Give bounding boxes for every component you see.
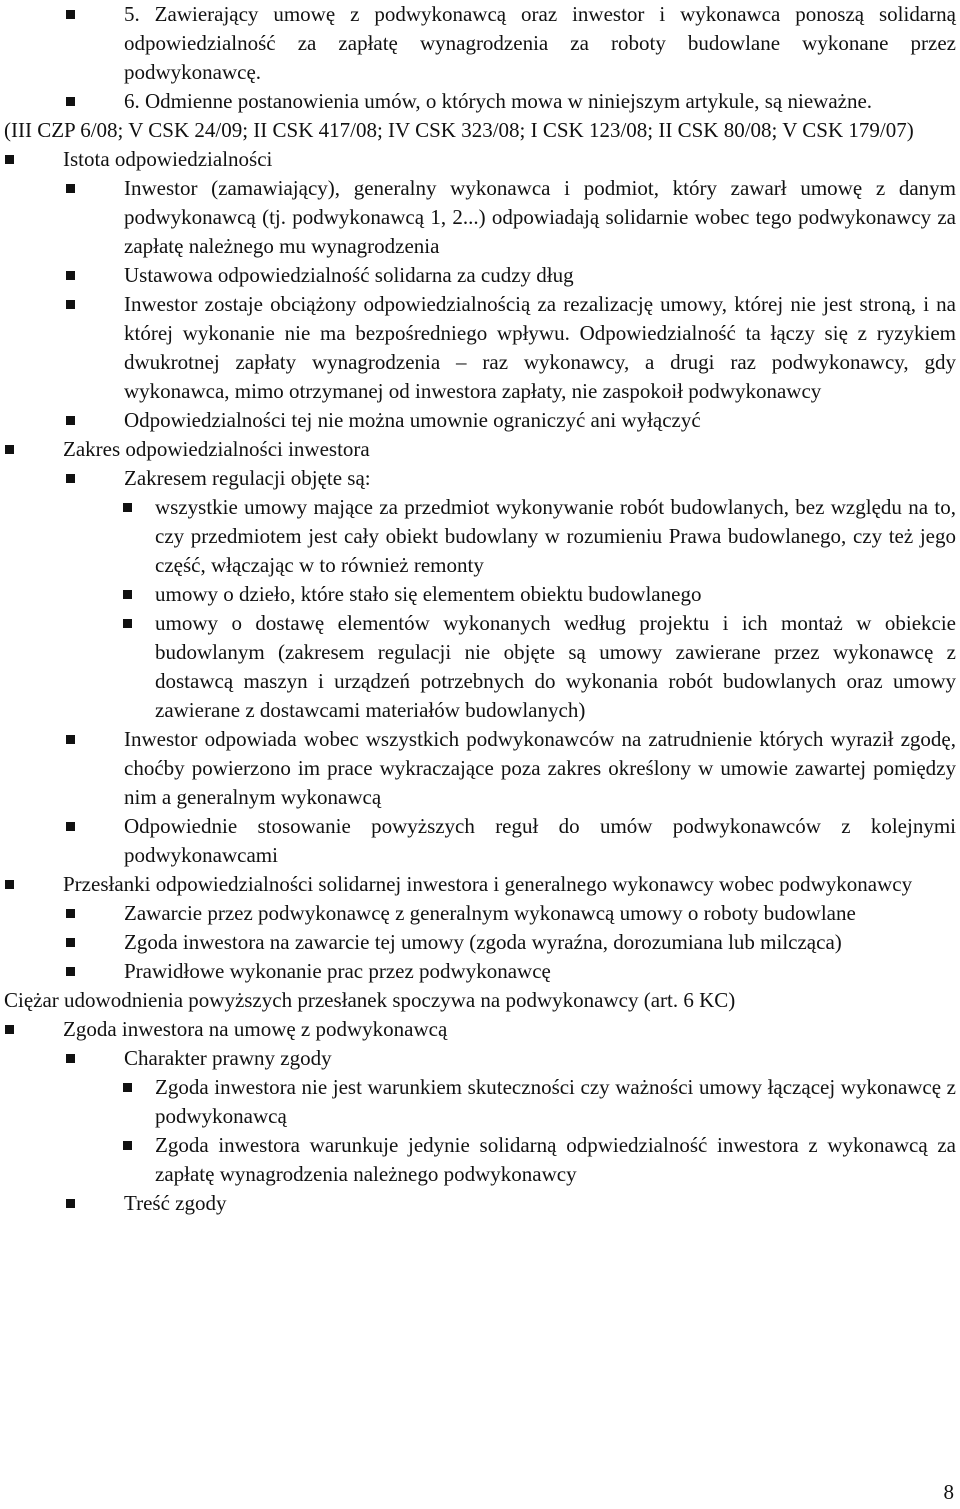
bullet-icon [66,271,75,280]
bullet-icon [66,735,75,744]
bullet-icon [66,416,75,425]
outline-item [0,899,960,928]
outline-item [0,870,960,899]
outline [0,145,960,1218]
bullet-icon [66,184,75,193]
outline-item-text: Zakresem regulacji objęte są: [124,466,371,490]
outline-item-text: Prawidłowe wykonanie prac przez podwykonawcę [124,959,551,983]
outline-item [0,493,960,580]
outline-item-text: Zgoda inwestora na umowę z podwykonawcą [63,1017,448,1041]
bullet-icon [123,590,132,599]
outline-item [0,406,960,435]
outline-item [0,812,960,870]
bullet-icon [5,880,14,889]
outline-item-text: Zgoda inwestora warunkuje jedynie solidarną odpwiedzialność inwestora z wykonawcą za zapłatę wynagrodzenia należnego podwykonawcy [155,1133,956,1186]
bullet-icon [66,10,75,19]
outline-item-text: Zakres odpowiedzialności inwestora [63,437,370,461]
outline-item-text: Ciężar udowodnienia powyższych przesłanek spoczywa na podwykonawcy (art. 6 KC) [4,988,736,1012]
outline-item [0,464,960,493]
outline-item [0,435,960,464]
outline-item-text: umowy o dostawę elementów wykonanych według projektu i ich montaż w obiekcie budowlanym (zakresem regulacji nie objęte są umowy zawierane przez wykonawcę z dostawcą maszyn i urządzeń potrzebnych do wykonania robót budowlanych oraz umowy zawierane z dostawcami materiałów budowlanych) [155,611,956,722]
bullet-icon [123,1141,132,1150]
outline-item-text: Inwestor (zamawiający), generalny wykonawca i podmiot, który zawarł umowę z danym podwykonawcą (tj. podwykonawcą 1, 2...) odpowiadają solidarnie wobec tego podwykonawcy za zapłatę należnego mu wynagrodzenia [124,176,956,258]
bullet-icon [66,300,75,309]
outline-item [0,957,960,986]
outline-item [0,725,960,812]
references-text: (III CZP 6/08; V CSK 24/09; II CSK 417/08; IV CSK 323/08; I CSK 123/08; II CSK 80/08; V CSK 179/07) [4,118,914,142]
list-item-text: 6. Odmienne postanowienia umów, o których mowa w niniejszym artykule, są nieważne. [124,89,873,113]
outline-item [0,928,960,957]
bullet-icon [123,1083,132,1092]
bullet-icon [5,1025,14,1034]
paragraph [0,986,960,1015]
outline-item-text: wszystkie umowy mające za przedmiot wykonywanie robót budowlanych, bez względu na to, czy przedmiotem jest cały obiekt budowlany w rozumieniu Prawa budowlanego, czy też jego część, włączając w to również remonty [155,495,956,577]
bullet-icon [5,445,14,454]
outline-item [0,1015,960,1044]
list-item [0,0,960,87]
outline-item [0,609,960,725]
outline-item-text: Przesłanki odpowiedzialności solidarnej inwestora i generalnego wykonawcy wobec podwykonawcy [63,872,913,896]
list-item [0,87,960,116]
bullet-icon [5,155,14,164]
outline-item-text: Zgoda inwestora na zawarcie tej umowy (zgoda wyraźna, dorozumiana lub milcząca) [124,930,842,954]
references [0,116,960,145]
bullet-icon [66,97,75,106]
bullet-icon [66,967,75,976]
bullet-icon [66,938,75,947]
bullet-icon [66,1199,75,1208]
outline-item-text: Zawarcie przez podwykonawcę z generalnym wykonawcą umowy o roboty budowlane [124,901,856,925]
outline-item-text: umowy o dzieło, które stało się elementem obiektu budowlanego [155,582,702,606]
list-item-text: 5. Zawierający umowę z podwykonawcą oraz inwestor i wykonawca ponoszą solidarną odpowiedzialność za zapłatę wynagrodzenia za roboty budowlane wykonane przez podwykonawcę. [124,2,956,84]
outline-item-text: Ustawowa odpowiedzialność solidarna za cudzy dług [124,263,574,287]
outline-item [0,580,960,609]
bullet-icon [123,619,132,628]
outline-item [0,1189,960,1218]
bullet-icon [66,474,75,483]
outline-item-text: Treść zgody [124,1191,227,1215]
outline-item [0,1073,960,1131]
outline-item-text: Charakter prawny zgody [124,1046,332,1070]
bullet-icon [66,1054,75,1063]
outline-item-text: Odpowiedzialności tej nie można umownie ograniczyć ani wyłączyć [124,408,701,432]
outline-item-text: Odpowiednie stosowanie powyższych reguł do umów podwykonawców z kolejnymi podwykonawcami [124,814,956,867]
outline-item [0,290,960,406]
outline-item-text: Inwestor zostaje obciążony odpowiedzialnością za rezalizację umowy, której nie jest stroną, i na której wykonanie nie ma bezpośredniego wpływu. Odpowiedzialność ta łączy się z ryzykiem dwukrotnej zapłaty wynagrodzenia – raz wykonawcy, a drugi raz podwykonawcy, gdy wykonawca, mimo otrzymanej od inwestora zapłaty, nie zaspokoił podwykonawcy [124,292,956,403]
outline-item [0,174,960,261]
outline-item-text: Istota odpowiedzialności [63,147,273,171]
outline-item-text: Zgoda inwestora nie jest warunkiem skuteczności czy ważności umowy łączącej wykonawcę z podwykonawcą [155,1075,956,1128]
outline-item [0,145,960,174]
outline-item [0,1131,960,1189]
outline-item [0,1044,960,1073]
bullet-icon [66,909,75,918]
bullet-icon [66,822,75,831]
page-number: 8 [943,1480,954,1504]
bullet-icon [123,503,132,512]
outline-item-text: Inwestor odpowiada wobec wszystkich podwykonawców na zatrudnienie których wyraził zgodę, choćby powierzono im prace wykraczające poza zakres określony w umowie zawartej pomiędzy nim a generalnym wykonawcą [124,727,956,809]
outline-item [0,261,960,290]
